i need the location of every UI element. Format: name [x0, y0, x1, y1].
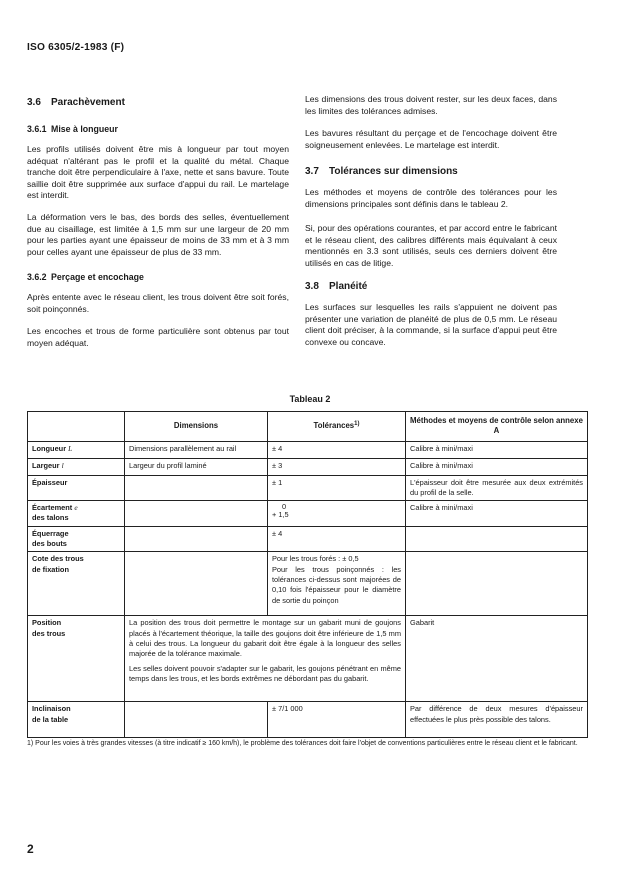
row-dimension — [125, 501, 268, 527]
section-title: Perçage et encochage — [51, 272, 144, 282]
page-number: 2 — [27, 842, 34, 856]
section-number: 3.8 — [305, 281, 319, 292]
section-3-7-heading — [305, 166, 557, 178]
row-method: L'épaisseur doit être mesurée aux deux extrémités du profil de la selle. — [406, 475, 588, 501]
tolerance-table — [27, 411, 588, 738]
row-label-text-2: des bouts — [32, 539, 67, 549]
table-row — [28, 475, 588, 501]
table-row — [28, 458, 588, 475]
row-label-text: Écartement — [32, 503, 73, 513]
section-title: Planéité — [329, 281, 368, 292]
row-dimension — [125, 702, 268, 738]
row-dimension — [125, 552, 268, 616]
table-row — [28, 616, 588, 702]
row-label-text-2: des trous — [32, 628, 66, 638]
tolerance-upper: 0 — [282, 502, 287, 512]
tolerance-line-1: Pour les trous forés : ± 0,5 — [272, 554, 359, 564]
row-method: Calibre à mini/maxi — [406, 441, 588, 458]
row-method: Calibre à mini/maxi — [406, 501, 588, 527]
section-number: 3.7 — [305, 166, 319, 177]
row-symbol: L — [68, 443, 73, 453]
row-method: Calibre à mini/maxi — [406, 458, 588, 475]
table-row — [28, 702, 588, 738]
row-tolerance: ± 4 — [268, 526, 406, 552]
table-footnote: 1) Pour les voies à très grandes vitesses (à titre indicatif ≥ 160 km/h), le problème des tolérances doit faire l'objet de conventions particulières entre le réseau client et le fabricant. — [27, 740, 578, 747]
paragraph-bavures: Les bavures résultant du perçage et de l'encochage doivent être soigneusement enlevées. Le martelage est interdit. — [305, 128, 557, 150]
section-number: 3.6.2 — [27, 272, 47, 282]
row-tolerance: ± 3 — [268, 458, 406, 475]
row-method: Gabarit — [406, 616, 588, 702]
paragraph-deformation: La déformation vers le bas, des bords des selles, éventuellement due au cisaillage, est limitée à 1,5 mm sur une largeur de 20 mm pour les parties ayant une épaisseur de moins de 33 mm et à 3 mm pour celles ayant une épaisseur de plus de 33 mm. — [27, 212, 289, 257]
row-label — [28, 501, 125, 527]
row-tolerance: ± 4 — [268, 441, 406, 458]
section-number: 3.6.1 — [27, 124, 47, 134]
row-label-text: Longueur — [32, 443, 67, 453]
section-title: Parachèvement — [51, 97, 125, 108]
position-text-1: La position des trous doit permettre le montage sur un gabarit muni de goujons placés à l'écartement théorique, la taille des goujons doit être inférieure de 1,5 mm à celui des trous. La longueur du gabarit doit être égale à la longueur des selles majorée de la tolérance maximale. — [129, 618, 401, 659]
paragraph-percage: Après entente avec le réseau client, les trous doivent être soit forés, soit poinçonnés. — [27, 292, 289, 314]
header-tolerances — [268, 412, 406, 442]
row-method — [406, 552, 588, 616]
paragraph-planeite: Les surfaces sur lesquelles les rails s'appuient ne doivent pas présenter une variation de planéité de plus de 0,5 mm. Le réseau client doit préciser, à la commande, si la surface d'appui peut être convexe ou concave. — [305, 302, 557, 347]
row-label: Épaisseur — [28, 475, 125, 501]
table-row — [28, 526, 588, 552]
paragraph-encoches: Les encoches et trous de forme particulière sont obtenus par tout moyen adéquat. — [27, 326, 289, 348]
row-label-text: Cote des trous — [32, 554, 84, 564]
section-3-6-heading — [27, 97, 289, 109]
row-tolerance: ± 1 — [268, 475, 406, 501]
row-label — [28, 616, 125, 702]
paragraph-methodes: Les méthodes et moyens de contrôle des tolérances pour les dimensions principales sont définis dans le tableau 2. — [305, 187, 557, 209]
header-tolerances-label: Tolérances — [313, 421, 355, 431]
paragraph-dimensions-trous: Les dimensions des trous doivent rester, sur les deux faces, dans les limites des tolérances admises. — [305, 94, 557, 116]
row-method: Par différence de deux mesures d'épaisseur effectuées le plus près possible des talons. — [406, 702, 588, 738]
row-dimension: Dimensions parallèlement au rail — [125, 441, 268, 458]
row-label-text: Inclinaison — [32, 704, 71, 714]
header-methods: Méthodes et moyens de contrôle selon annexe A — [406, 412, 588, 442]
row-label — [28, 441, 125, 458]
table-caption: Tableau 2 — [289, 394, 331, 404]
position-text-2: Les selles doivent pouvoir s'adapter sur le gabarit, les goujons pénétrant en même temps dans les trous, et les bords extrêmes ne débordant pas du gabarit. — [129, 663, 401, 683]
row-label — [28, 458, 125, 475]
row-position-text — [125, 616, 406, 702]
row-tolerance: ± 7/1 000 — [268, 702, 406, 738]
row-symbol: l — [61, 460, 64, 470]
row-label-text: Largeur — [32, 460, 60, 470]
paragraph-mise-longueur: Les profils utilisés doivent être mis à longueur par tout moyen adéquat n'altérant pas le profil et la qualité du métal. Chaque tranche doit être perpendiculaire à l'axe, nette et sans bavure. Toute saillie doit être supprimée aux surface d'appui du rail. Le martelage est interdit. — [27, 144, 289, 201]
header-dimensions: Dimensions — [125, 412, 268, 442]
row-symbol: e — [74, 503, 78, 513]
row-label-text: Position — [32, 618, 62, 628]
paragraph-calibres: Si, pour des opérations courantes, et par accord entre le fabricant et le réseau client, des calibres différents mais équivalant à ceux mentionnés en 3.3 sont utilisés, seuls ces derniers doivent être utilisés en cas de litige. — [305, 223, 557, 268]
row-dimension — [125, 475, 268, 501]
section-number: 3.6 — [27, 97, 41, 108]
header-empty — [28, 412, 125, 442]
row-label — [28, 552, 125, 616]
section-title: Mise à longueur — [51, 124, 118, 134]
table-header-row — [28, 412, 588, 442]
row-method — [406, 526, 588, 552]
section-3-6-1-heading — [27, 124, 289, 136]
table-row — [28, 501, 588, 527]
row-tolerance — [268, 552, 406, 616]
row-dimension: Largeur du profil laminé — [125, 458, 268, 475]
row-label-text-2: de fixation — [32, 564, 69, 574]
row-label-text-2: des talons — [32, 513, 69, 523]
row-tolerance — [268, 501, 406, 527]
section-title: Tolérances sur dimensions — [329, 166, 458, 177]
table-row — [28, 552, 588, 616]
tolerance-line-2: Pour les trous poinçonnés : les tolérances ci-dessus sont majorées de 0,10 fois l'épaisseur pour le diamètre de sortie du poinçon — [272, 564, 401, 605]
section-3-6-2-heading — [27, 272, 289, 284]
row-label-text-2: de la table — [32, 714, 69, 724]
row-label-text: Équerrage — [32, 528, 69, 538]
table-row — [28, 441, 588, 458]
footnote-marker: 1) — [354, 421, 360, 428]
row-dimension — [125, 526, 268, 552]
row-label — [28, 526, 125, 552]
section-3-8-heading — [305, 281, 557, 293]
row-label — [28, 702, 125, 738]
tolerance-lower: + 1,5 — [272, 510, 289, 520]
document-id: ISO 6305/2-1983 (F) — [27, 42, 125, 53]
